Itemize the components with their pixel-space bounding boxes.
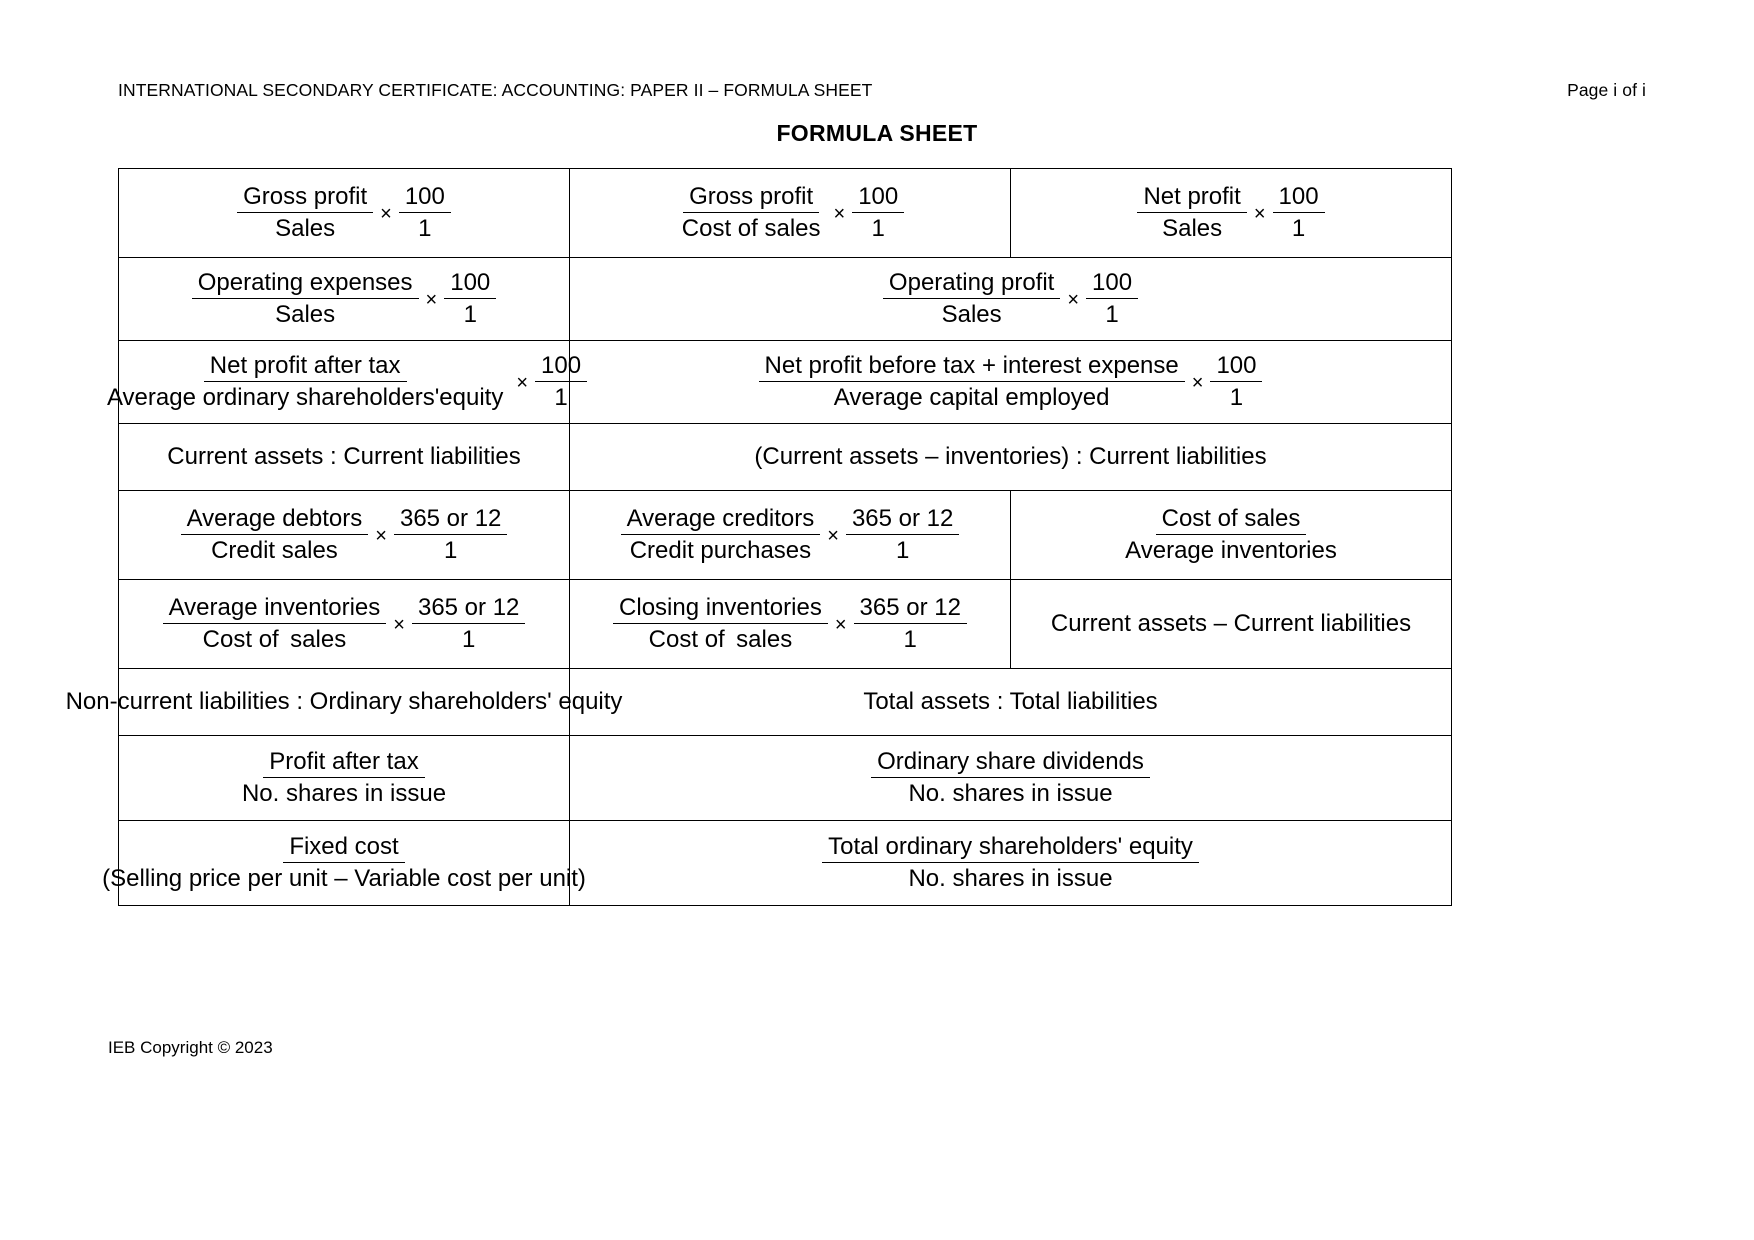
formula-cell-gross-profit-on-cost-of-sales — [570, 169, 1011, 258]
formula-cell-net-profit-on-sales — [1011, 169, 1452, 258]
multiplier-denominator: 1 — [462, 626, 476, 653]
formula-expression — [570, 833, 1451, 894]
formula-text: Current assets – Current liabilities — [1050, 610, 1412, 637]
formula-expression — [119, 183, 569, 244]
formula-cell-dividends-per-share — [570, 736, 1452, 821]
formula-expression — [570, 505, 1010, 566]
table-row — [119, 491, 1452, 580]
table-row — [119, 580, 1452, 669]
formula-cell-debtors-collection-period — [119, 491, 570, 580]
formula-cell-gross-profit-on-sales — [119, 169, 570, 258]
table-row — [119, 424, 1452, 491]
multiplier-denominator: 1 — [444, 537, 458, 564]
formula-expression — [119, 269, 569, 330]
formula-expression — [570, 688, 1451, 716]
multiplier-numerator: 100 — [852, 183, 904, 213]
formula-expression — [570, 269, 1451, 330]
formula-cell-return-on-equity — [106, 341, 582, 424]
formula-expression — [1011, 505, 1451, 566]
fraction-denominator: No. shares in issue — [241, 780, 447, 807]
fraction — [1086, 269, 1138, 330]
fraction-denominator: Average ordinary shareholders'equity — [106, 384, 504, 411]
formula-expression — [570, 352, 1451, 413]
formula-expression — [570, 183, 1010, 244]
formula-cell-return-on-capital-employed — [570, 341, 1452, 424]
fraction-denominator: Average capital employed — [833, 384, 1110, 411]
page-header — [118, 80, 1646, 101]
formula-cell-solvency-ratio — [570, 669, 1452, 736]
fraction — [1119, 505, 1343, 566]
formula-expression — [570, 748, 1451, 809]
fraction-denominator: Average inventories — [1125, 537, 1337, 564]
formula-cell-average-stock-holding-period — [119, 580, 570, 669]
fraction — [412, 594, 525, 655]
multiply-icon: × — [1253, 203, 1266, 225]
fraction-denominator: Sales — [1162, 215, 1223, 242]
fraction-numerator: Gross profit — [683, 183, 819, 213]
header-exam-title: INTERNATIONAL SECONDARY CERTIFICATE: ACCOUNTING: PAPER II – FORMULA SHEET — [118, 80, 873, 100]
fraction — [237, 183, 373, 244]
multiplier-denominator: 1 — [1105, 301, 1119, 328]
fraction-numerator: Average inventories — [163, 594, 387, 624]
fraction-denominator: Sales — [275, 301, 336, 328]
fraction-numerator: Average creditors — [621, 505, 821, 535]
formula-text: (Current assets – inventories) : Current liabilities — [754, 443, 1267, 470]
table-row — [119, 169, 1452, 258]
multiplier-numerator: 365 or 12 — [394, 505, 507, 535]
formula-expression — [119, 443, 569, 471]
fraction-denominator: Credit sales — [211, 537, 338, 564]
fraction-numerator: Operating profit — [883, 269, 1060, 299]
fraction — [101, 352, 509, 413]
formula-cell-operating-profit-on-sales — [570, 258, 1452, 341]
formula-table — [65, 168, 1452, 906]
formula-cell-closing-stock-holding-period — [570, 580, 1011, 669]
fraction-denominator: Credit purchases — [629, 537, 812, 564]
formula-expression — [119, 594, 569, 655]
fraction-denominator: Sales — [941, 301, 1002, 328]
multiply-icon: × — [516, 372, 529, 394]
multiply-icon: × — [380, 203, 392, 225]
formula-expression — [106, 351, 582, 413]
multiply-icon: × — [1067, 289, 1080, 311]
formula-cell-acid-test-ratio — [570, 424, 1452, 491]
table-row — [119, 258, 1452, 341]
multiply-icon: × — [375, 525, 387, 547]
multiplier-numerator: 100 — [399, 183, 451, 213]
formula-text: Non-current liabilities : Ordinary shareholders' equity — [65, 688, 623, 715]
multiplier-numerator: 100 — [1086, 269, 1138, 299]
multiplier-numerator: 100 — [535, 352, 587, 382]
multiplier-denominator: 1 — [903, 626, 917, 653]
multiplier-denominator: 1 — [463, 301, 477, 328]
formula-expression — [102, 832, 586, 894]
formula-cell-net-asset-value-per-share — [570, 821, 1452, 906]
multiplier-numerator: 365 or 12 — [412, 594, 525, 624]
fraction — [192, 269, 419, 330]
fraction-numerator: Average debtors — [181, 505, 369, 535]
multiplier-numerator: 365 or 12 — [846, 505, 959, 535]
formula-cell-stock-turnover-rate — [1011, 491, 1452, 580]
multiply-icon: × — [827, 525, 839, 547]
fraction — [1210, 352, 1262, 413]
fraction — [621, 505, 821, 566]
fraction — [394, 505, 507, 566]
fraction — [854, 594, 967, 655]
formula-expression — [65, 688, 623, 716]
multiplier-denominator: 1 — [895, 537, 910, 564]
multiplier-denominator: 1 — [418, 215, 432, 242]
formula-expression — [570, 594, 1010, 655]
fraction-numerator: Gross profit — [237, 183, 373, 213]
fraction-denominator: Cost of sales — [202, 626, 347, 653]
table-row — [119, 736, 1452, 821]
fraction — [96, 833, 592, 894]
multiplier-numerator: 100 — [1210, 352, 1262, 382]
multiply-icon: × — [393, 614, 405, 636]
fraction-denominator: Cost of sales — [681, 215, 821, 242]
fraction — [236, 748, 452, 809]
fraction — [1137, 183, 1246, 244]
multiply-icon: × — [834, 614, 847, 636]
table-row — [119, 341, 1452, 424]
fraction-denominator: No. shares in issue — [908, 865, 1113, 892]
fraction-numerator: Net profit before tax + interest expense — [759, 352, 1185, 382]
fraction-numerator: Ordinary share dividends — [871, 748, 1150, 778]
formula-expression — [119, 505, 569, 566]
formula-expression — [119, 748, 569, 809]
formula-cell-current-ratio — [119, 424, 570, 491]
page-footer-copyright: IEB Copyright © 2023 — [108, 1038, 273, 1057]
fraction — [1273, 183, 1325, 244]
fraction — [181, 505, 369, 566]
formula-cell-earnings-per-share — [119, 736, 570, 821]
multiplier-numerator: 100 — [444, 269, 496, 299]
fraction — [613, 594, 828, 655]
fraction-numerator: Operating expenses — [192, 269, 419, 299]
fraction — [846, 505, 959, 566]
fraction-numerator: Closing inventories — [613, 594, 828, 624]
multiplier-denominator: 1 — [1291, 215, 1306, 242]
fraction — [535, 352, 587, 413]
formula-text: Current assets : Current liabilities — [167, 443, 521, 470]
fraction — [852, 183, 904, 244]
multiply-icon: × — [833, 203, 846, 225]
multiplier-numerator: 365 or 12 — [854, 594, 967, 624]
fraction-numerator: Cost of sales — [1156, 505, 1307, 535]
fraction-denominator: Cost of sales — [648, 626, 793, 653]
multiply-icon: × — [1191, 372, 1204, 394]
fraction-numerator: Total ordinary shareholders' equity — [822, 833, 1199, 863]
page-title: FORMULA SHEET — [776, 120, 978, 146]
multiplier-numerator: 100 — [1273, 183, 1325, 213]
table-row — [119, 669, 1452, 736]
fraction — [444, 269, 496, 330]
fraction — [822, 833, 1199, 894]
formula-expression — [570, 443, 1451, 471]
fraction-denominator: Sales — [275, 215, 336, 242]
formula-expression — [1011, 610, 1451, 638]
formula-cell-working-capital — [1011, 580, 1452, 669]
fraction — [759, 352, 1185, 413]
formula-cell-break-even-point — [102, 821, 586, 906]
fraction — [676, 183, 827, 244]
fraction-denominator: (Selling price per unit – Variable cost per unit) — [102, 865, 586, 892]
table-row — [119, 821, 1452, 906]
fraction-numerator: Profit after tax — [263, 748, 424, 778]
fraction — [163, 594, 387, 655]
multiplier-denominator: 1 — [554, 384, 568, 411]
formula-cell-operating-expenses-on-sales — [119, 258, 570, 341]
fraction-numerator: Fixed cost — [283, 833, 404, 863]
header-page-number: Page i of i — [1567, 80, 1646, 100]
formula-cell-debt-equity-ratio — [65, 669, 623, 736]
fraction-denominator: No. shares in issue — [908, 780, 1113, 807]
fraction — [399, 183, 451, 244]
fraction — [883, 269, 1060, 330]
formula-expression — [1011, 183, 1451, 244]
formula-cell-creditors-payment-period — [570, 491, 1011, 580]
fraction-numerator: Net profit — [1137, 183, 1246, 213]
multiplier-denominator: 1 — [1229, 384, 1244, 411]
fraction — [871, 748, 1150, 809]
fraction-numerator: Net profit after tax — [204, 352, 407, 382]
formula-text: Total assets : Total liabilities — [863, 688, 1158, 715]
multiplier-denominator: 1 — [871, 215, 885, 242]
multiply-icon: × — [425, 289, 438, 311]
